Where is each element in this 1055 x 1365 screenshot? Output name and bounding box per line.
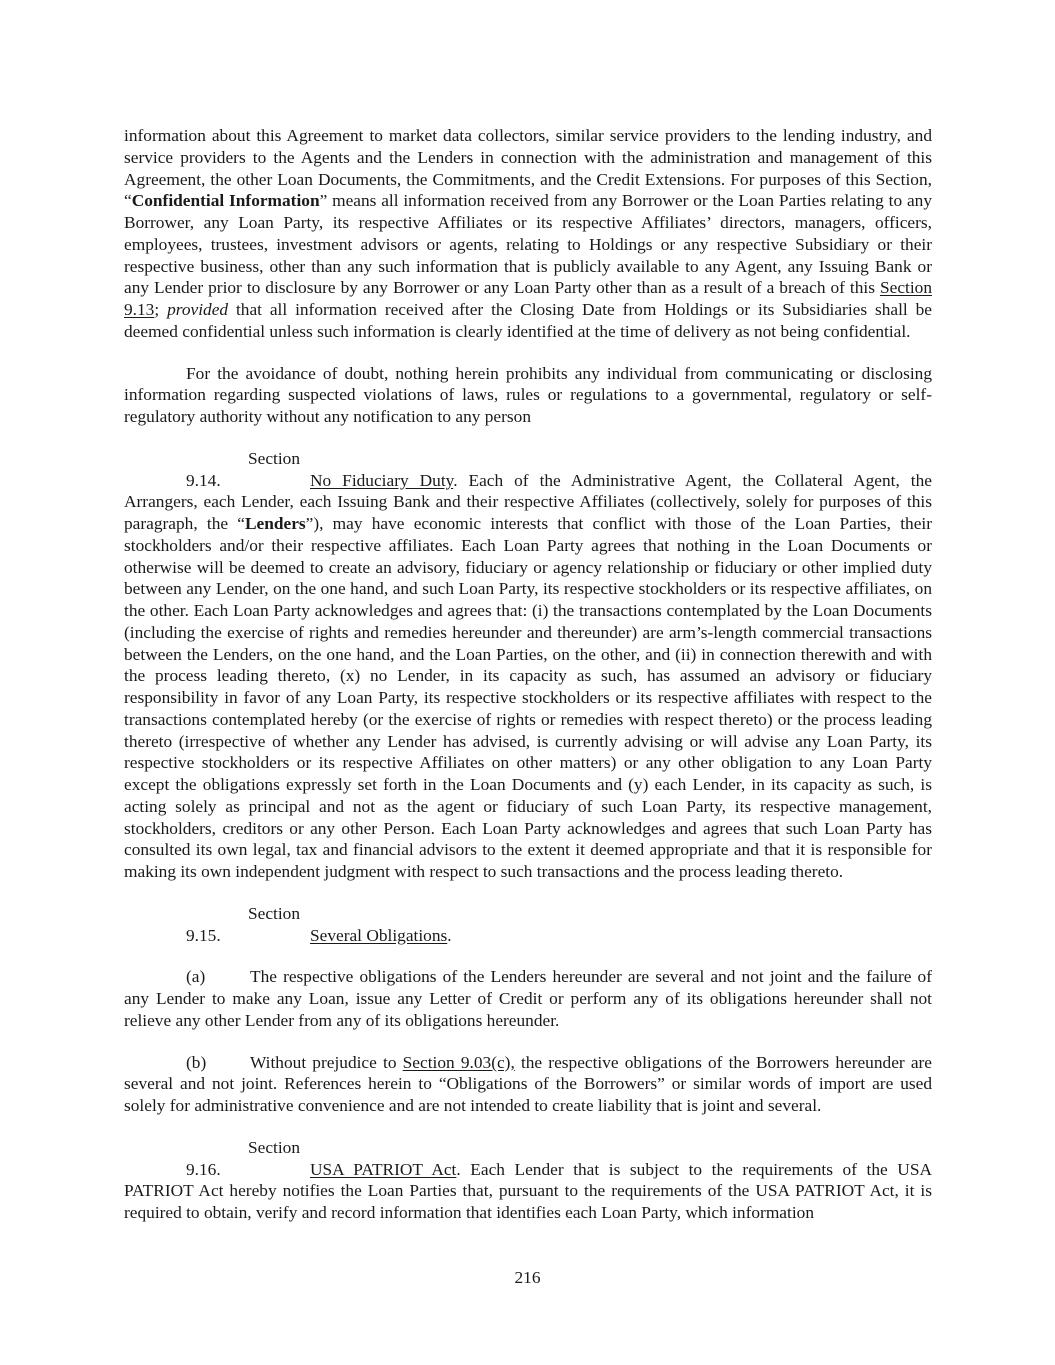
text-run: Without prejudice to [250, 1052, 403, 1072]
page-number: 216 [514, 1268, 541, 1287]
text-run: . Each of the Administrative Agent, the Collateral Agent, the Arrangers, each Lender, each Issuing Bank and their respective Affiliates (collectively, solely for purposes of this paragraph, the “ [124, 470, 932, 533]
text-run: the respective obligations of the Borrowers hereunder are several and not joint. References herein to “Obligations of the Borrowers” or similar words of import are used solely for administrative convenience and are not intended to create liability that is joint and several. [124, 1052, 933, 1115]
clause-label: (a) [186, 967, 206, 987]
text-run: . Each Lender that is subject to the requirements of the USA PATRIOT Act hereby notifies the Loan Parties that, pursuant to the requirements of the USA PATRIOT Act, it is required to obtain, verify and record information that identifies each Loan Party, which information [124, 1159, 932, 1222]
section-9-13-reference[interactable]: Section 9.13 [124, 278, 932, 319]
section-number: Section 9.14. [186, 448, 301, 490]
defined-term-confidential-information: Confidential Information [131, 191, 320, 211]
section-9-03c-reference[interactable]: Section 9.03(c), [402, 1052, 515, 1072]
section-number: Section 9.15. [186, 903, 301, 945]
section-9-14-paragraph [124, 448, 932, 883]
text-run: The respective obligations of the Lenders hereunder are several and not joint and the failure of any Lender to make any Loan, issue any Letter of Credit or perform any of its obligations hereunder shall not relieve any other Lender from any of its obligations hereunder. [124, 967, 932, 1030]
text-run: . [447, 925, 452, 945]
text-run: ” means all information received from any Borrower or the Loan Parties relating to any Borrower, any Loan Party, its respective Affiliates or its respective Affiliates’ directors, managers, officers, employees, trustees, investment advisors or agents, relating to Holdings or any respective Subsidiary or their respective business, other than any such information that is publicly available to any Agent, any Issuing Bank or any Lender prior to disclosure by any Borrower or any Loan Party other than as a result of a breach of this [124, 191, 932, 298]
text-run: information about this Agreement to market data collectors, similar service providers to the lending industry, and service providers to the Agents and the Lenders in connection with the administration and management of this Agreement, the other Loan Documents, the Commitments, and the Credit Extensions. For purposes of this Section, “ [124, 126, 932, 211]
text-run: that all information received after the Closing Date from Holdings or its Subsidiaries shall be deemed confidential unless such information is clearly identified at the time of delivery as not being confidential. [124, 300, 932, 341]
clause-b-paragraph [124, 1052, 932, 1117]
clause-label: (b) [186, 1052, 207, 1072]
text-run: ”), may have economic interests that conflict with those of the Loan Parties, their stockholders and/or their respective affiliates. Each Loan Party agrees that nothing in the Loan Documents or otherwise will be deemed to create an advisory, fiduciary or agency relationship or fiduciary or other implied duty between any Lender, on the one hand, and such Loan Party, its respective stockholders or its respective affiliates, on the other. Each Loan Party acknowledges and agrees that: (i) the transactions contemplated by the Loan Documents (including the exercise of rights and remedies hereunder and thereunder) are arm’s-length commercial transactions between the Lenders, on the one hand, and the Loan Parties, on the other, and (ii) in connection therewith and with the process leading thereto, (x) no Lender, in its capacity as such, has assumed an advisory or fiduciary responsibility in favor of any Loan Party, its respective stockholders or its respective affiliates with respect to the transactions contemplated hereby (or the exercise of rights or remedies with respect thereto) or the process leading thereto (irrespective of whether any Lender has advised, is currently advising or will advise any Loan Party, its respective stockholders or its respective Affiliates on other matters) or any other obligation to any Loan Party except the obligations expressly set forth in the Loan Documents and (y) each Lender, in its capacity as such, is acting solely as principal and not as the agent or fiduciary of such Loan Party, its respective management, stockholders, creditors or any other Person. Each Loan Party acknowledges and agrees that such Loan Party has consulted its own legal, tax and financial advisors to the extent it deemed appropriate and that it is responsible for making its own independent judgment with respect to such transactions and the process leading thereto. [124, 514, 932, 881]
section-9-16-paragraph [124, 1137, 932, 1224]
section-heading: USA PATRIOT Act [310, 1159, 457, 1179]
document-page [124, 125, 932, 1244]
section-heading: No Fiduciary Duty [310, 470, 454, 490]
text-run: ; [154, 300, 168, 319]
provided-term: provided [167, 300, 229, 319]
clause-a-paragraph [124, 966, 932, 1031]
defined-term-lenders: Lenders [244, 514, 306, 533]
section-number: Section 9.16. [186, 1137, 301, 1179]
section-9-15-heading-paragraph [124, 903, 932, 947]
section-heading: Several Obligations [310, 925, 448, 945]
avoidance-of-doubt-paragraph: For the avoidance of doubt, nothing herein prohibits any individual from communicating or disclosing information regarding suspected violations of laws, rules or regulations to a governmental, regulatory or self-regulatory authority without any notification to any person [124, 363, 932, 426]
confidential-information-paragraph [124, 125, 932, 343]
